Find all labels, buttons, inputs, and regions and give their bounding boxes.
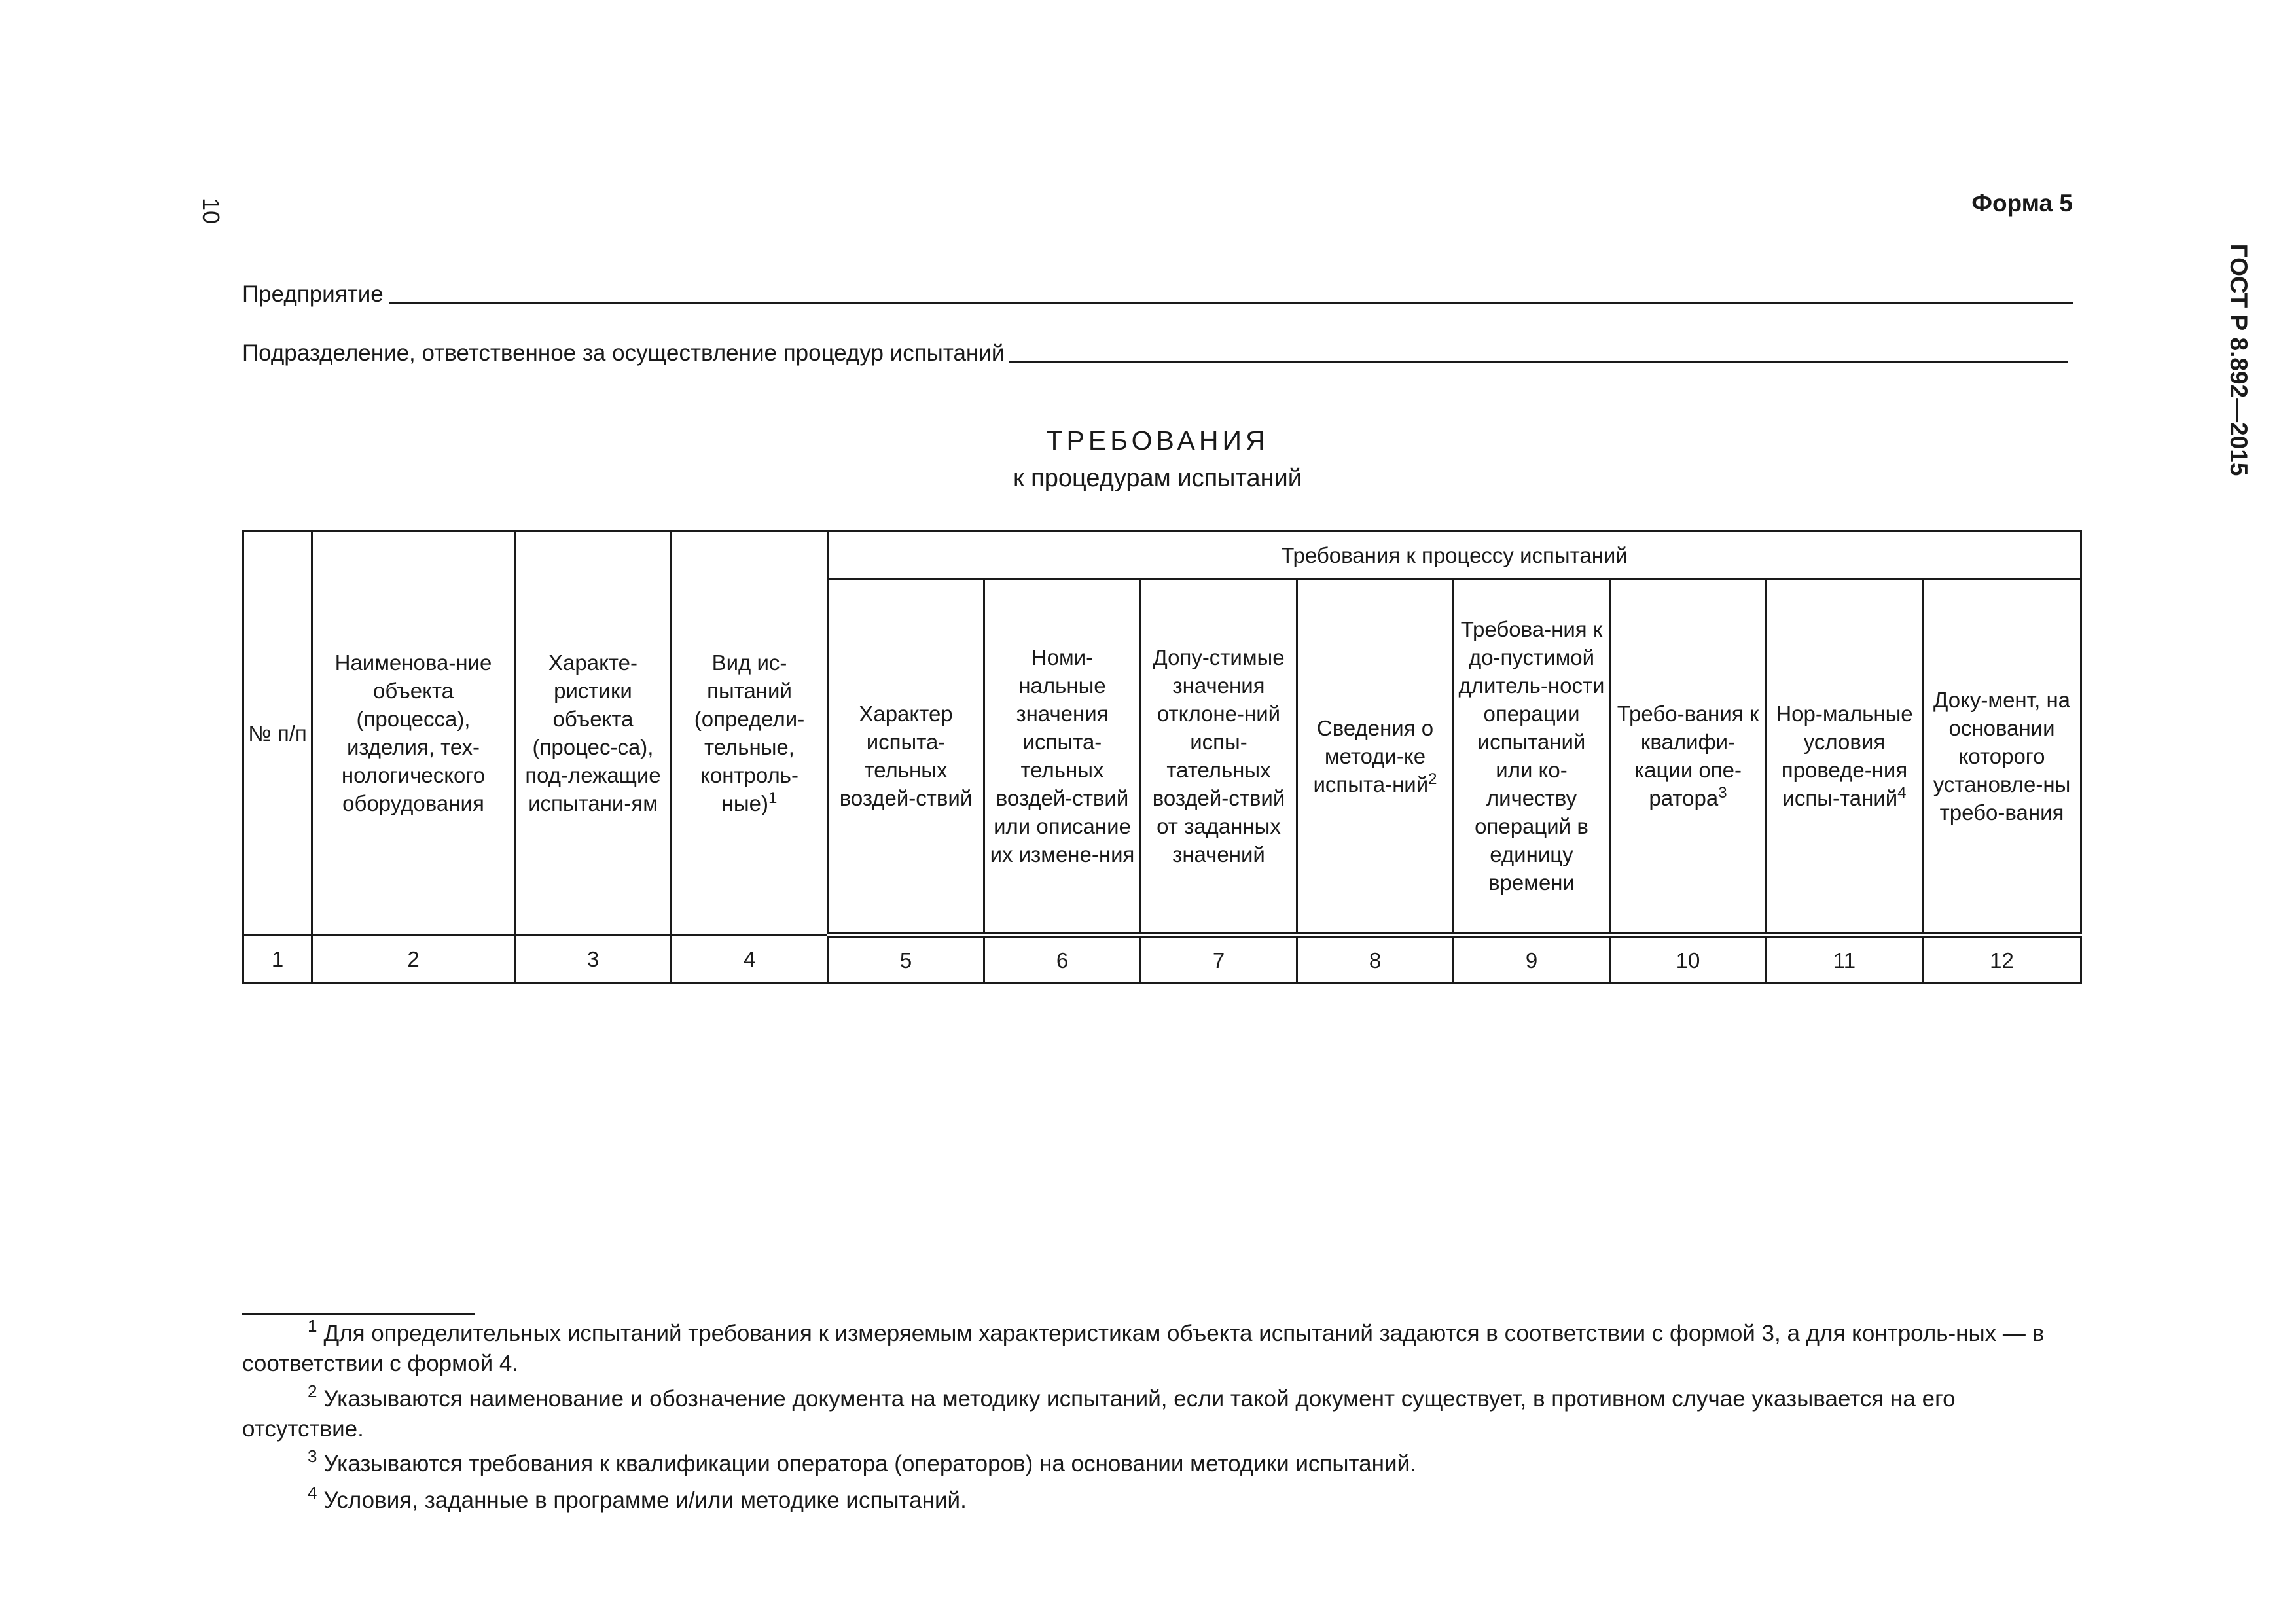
column-number: 6 [984,935,1141,984]
footnote-4 [242,1483,2073,1516]
column-number: 12 [1923,935,2081,984]
footnote-1 [242,1316,2073,1379]
footnote-text: Указываются наименование и обозначение документа на методику испытаний, если такой документ существует, в противном случае указывается на его отсутствие. [242,1386,1956,1442]
footnote-mark: 2 [308,1382,317,1401]
requirements-table [242,530,2082,984]
footnote-separator [242,1313,475,1315]
group-header: Требования к процессу испытаний [828,531,2081,579]
col-header-7: Допу-стимые значения отклоне-ний испы-тательных воздей-ствий от заданных значений [1141,579,1297,935]
column-number-row [243,935,2081,984]
column-number: 5 [828,935,984,984]
enterprise-field [242,275,2073,308]
footnote-mark: 1 [308,1316,317,1336]
footnote-text: Условия, заданные в программе и/или методике испытаний. [323,1488,967,1513]
col-header-9: Требова-ния к до-пустимой длитель-ности операции испытаний или ко-личеству операций в единицу времени [1454,579,1610,935]
footnote-mark: 3 [308,1446,317,1466]
footnote-text: Указываются требования к квалификации оператора (операторов) на основании методики испытаний. [323,1451,1416,1476]
footnote-3 [242,1446,2073,1479]
page-number: 10 [198,197,224,224]
col-header-3: Характе-ристики объекта (процес-са), под-лежащие испытани-ям [515,531,672,935]
department-field [242,334,2073,366]
column-number: 3 [515,935,672,984]
footnote-mark: 4 [308,1483,317,1503]
department-label: Подразделение, ответственное за осуществление процедур испытаний [242,340,1005,366]
col-header-8: Сведения о методи-ке испыта-ний$^2$ [1297,579,1454,935]
column-number: 7 [1141,935,1297,984]
department-fill-line[interactable] [1009,361,2068,363]
document-heading: ТРЕБОВАНИЯ [1046,425,1269,455]
col-header-10: Требо-вания к квалифи-кации опе-ратора$^3$ [1610,579,1767,935]
footnote-text: Для определительных испытаний требования к измеряемым характеристикам объекта испытаний задаются в соответствии с формой 3, а для контроль-ных — в соответствии с формой 4. [242,1321,2045,1376]
column-number: 1 [243,935,312,984]
form-label: Форма 5 [1971,190,2073,217]
column-number: 2 [312,935,515,984]
enterprise-label: Предприятие [242,281,384,307]
column-number: 9 [1454,935,1610,984]
col-header-12: Доку-мент, на основании которого установле-ны требо-вания [1923,579,2081,935]
column-number: 8 [1297,935,1454,984]
col-header-1: № п/п [243,531,312,935]
column-number: 4 [672,935,828,984]
enterprise-fill-line[interactable] [389,302,2073,304]
col-header-11: Нор-мальные условия проведе-ния испы-таний$^4$ [1767,579,1923,935]
footnote-2 [242,1384,2073,1444]
document-subheading: к процедурам испытаний [1013,465,1302,492]
column-number: 11 [1767,935,1923,984]
col-header-2: Наименова-ние объекта (процесса), изделия, тех-нологического оборудования [312,531,515,935]
col-header-4: Вид ис-пытаний (определи-тельные, контроль-ные)$^1$ [672,531,828,935]
standard-id: ГОСТ Р 8.892—2015 [2225,243,2252,476]
col-header-5: Характер испыта-тельных воздей-ствий [828,579,984,935]
col-header-6: Номи-нальные значения испыта-тельных воздей-ствий или описание их измене-ния [984,579,1141,935]
column-number: 10 [1610,935,1767,984]
